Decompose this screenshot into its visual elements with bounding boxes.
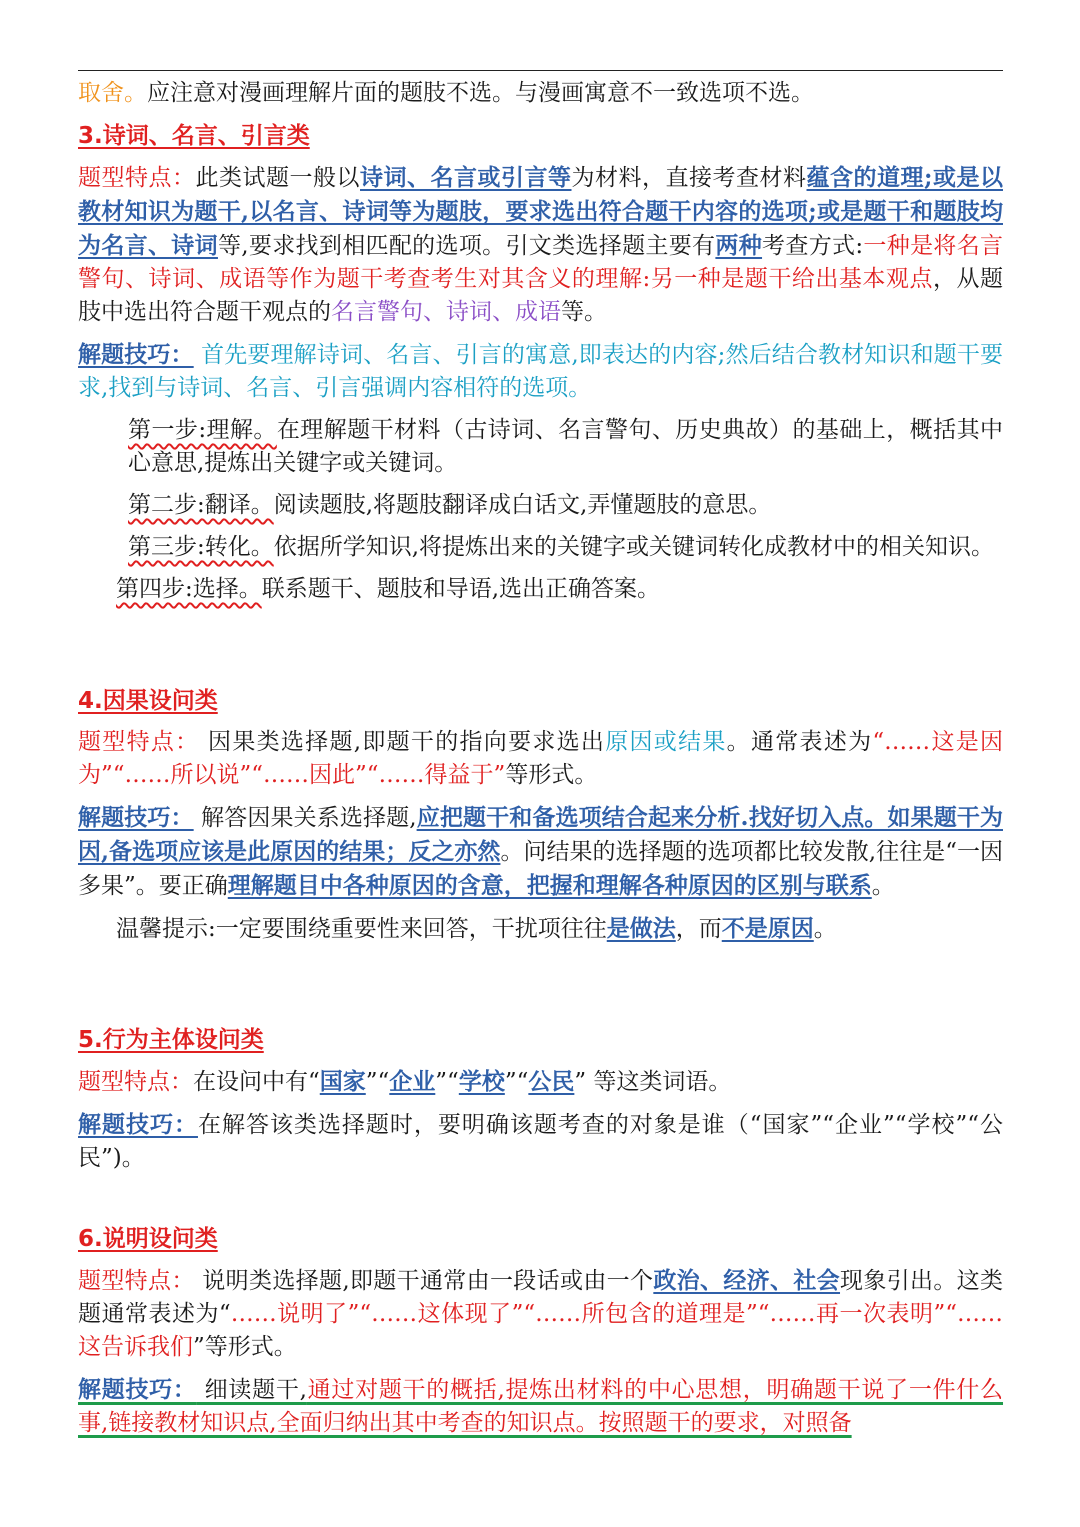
section-3-tips [78, 338, 1003, 405]
tips-label: 解题技巧： [78, 1111, 198, 1138]
features-cyan-text: 原因或结果 [605, 729, 727, 755]
section-3 [78, 120, 1003, 606]
features-text: 此类试题一般以 [195, 165, 360, 191]
features-highlight: 蕴含的道理;或是以教材知识为题干,以名言、诗词等为题肢，要求选出符合题干内容的选项;或是题干和题肢均为名言、诗词 [78, 164, 1003, 259]
step-4 [78, 573, 1003, 606]
tips-highlight: 应把题干和备选项结合起来分析.找好切入点。如果题干为因,备选项应该是此原因的结果；反之亦然 [78, 804, 1003, 865]
features-text: 在设问中有“ [193, 1069, 320, 1095]
features-label: 题型特点： [78, 1268, 195, 1294]
section-6 [78, 1223, 1003, 1440]
features-text: ” 等这类词语。 [574, 1069, 732, 1095]
section-6-title: 6.说明设问类 [78, 1226, 218, 1252]
step-label: 第一步:理解。 [128, 417, 277, 443]
features-purple-text: 名言警句、诗词、成语 [331, 299, 561, 325]
features-label: 题型特点： [78, 729, 200, 755]
section-3-title: 3.诗词、名言、引言类 [78, 123, 310, 149]
features-text: 等形式。 [505, 762, 598, 788]
section-5-features [78, 1065, 1003, 1099]
step-text: 联系题干、题肢和导语,选出正确答案。 [261, 576, 661, 602]
tips-highlight: 通过对题干的概括,提炼出材料的中心思想，明确题干说了一件什么事,链接教材知识点,全面归纳出其中考查的知识点。按照题干的要求，对照备 [78, 1377, 1004, 1436]
step-1 [78, 414, 1003, 480]
note-highlight: 不是原因 [721, 915, 814, 942]
features-red-text: 一种是将名言警句、诗词、成语等作为题干考查考生对其含义的理解:另一种是题干给出基本观点 [78, 233, 1004, 292]
step-text: 阅读题肢,将题肢翻译成白话文,弄懂题肢的意思。 [273, 492, 772, 518]
note-text: 。 [813, 916, 837, 942]
features-text: 为材料，直接考查材料 [571, 165, 807, 191]
features-highlight: 国家 [319, 1068, 366, 1095]
tips-text: 细读题干, [196, 1377, 307, 1403]
features-highlight: 学校 [458, 1068, 505, 1095]
features-red-text: ……说明了”“……这体现了”“……所包含的道理是”“……再一次表明”“……这告诉我们 [78, 1301, 1003, 1360]
section-4-note [78, 912, 1003, 946]
features-text: 。通常表述为 [726, 729, 873, 755]
step-label: 第四步:选择。 [116, 576, 262, 602]
features-text: 等。 [561, 299, 607, 325]
line0-lead: 取舍。 [78, 80, 147, 106]
features-highlight: 政治、经济、社会 [653, 1267, 841, 1294]
features-text: 因果类选择题,即题干的指向要求选出 [199, 729, 606, 755]
section-4 [78, 685, 1003, 946]
features-text: ”“ [435, 1069, 459, 1095]
step-2 [78, 489, 1003, 522]
tips-label: 解题技巧： [78, 341, 194, 368]
features-label: 题型特点： [78, 165, 196, 191]
note-text: 温馨提示:一定要围绕重要性来回答，干扰项往往 [116, 916, 607, 942]
features-text: 说明类选择题,即题干通常由一段话或由一个 [194, 1268, 654, 1294]
features-text: ”“ [365, 1069, 390, 1095]
tips-text: 。问结果的选择题的选项都比较发散,往往是“一因多果”。要正确 [78, 839, 1003, 899]
section-4-tips [78, 801, 1003, 903]
step-text: 依据所学知识,将提炼出来的关键字或关键词转化成教材中的相关知识。 [273, 534, 995, 560]
step-text: 在理解题干材料（古诗词、名言警句、历史典故）的基础上，概括其中心意思,提炼出关键字或关键词。 [128, 417, 1004, 476]
tips-text: 首先要理解诗词、名言、引言的寓意,即表达的内容;然后结合教材知识和题干要求,找到与诗词、名言、引言强调内容相符的选项。 [78, 342, 1003, 401]
features-highlight: 公民 [528, 1068, 575, 1095]
top-rule [78, 70, 1003, 71]
features-highlight: 诗词、名言或引言等 [360, 164, 572, 191]
note-highlight: 是做法 [606, 915, 676, 942]
section-3-features [78, 161, 1003, 329]
features-text: 等,要求找到相匹配的选项。引文类选择题主要有 [217, 233, 716, 259]
section-4-features [78, 726, 1003, 792]
tips-highlight: 理解题目中各种原因的含意，把握和理解各种原因的区别与联系 [227, 872, 872, 899]
step-label: 第三步:转化。 [128, 534, 274, 560]
section-6-features [78, 1264, 1003, 1364]
tips-label: 解题技巧： [78, 1376, 197, 1403]
features-text: ”“ [504, 1069, 529, 1095]
features-text: ，从题肢中选出符合题干观点的 [78, 266, 1004, 325]
section-5 [78, 1024, 1003, 1175]
tips-text: 解答因果关系选择题, [193, 805, 417, 831]
section-4-title: 4.因果设问类 [78, 688, 218, 714]
step-label: 第二步:翻译。 [128, 492, 274, 518]
features-label: 题型特点： [78, 1069, 193, 1095]
features-text: 考查方式: [762, 233, 864, 259]
tips-label: 解题技巧： [78, 804, 194, 831]
section-5-title: 5.行为主体设问类 [78, 1027, 264, 1053]
line0-text: 应注意对漫画理解片面的题肢不选。与漫画寓意不一致选项不选。 [147, 80, 814, 106]
note-text: ，而 [675, 916, 722, 942]
tips-text: 在解答该类选择题时，要明确该题考查的对象是谁（“国家”“企业”“学校”“公民”)。 [78, 1112, 1004, 1171]
features-text: 现象引出。这类题通常表述为“ [78, 1268, 1004, 1327]
section-5-tips [78, 1108, 1003, 1175]
features-highlight: 两种 [715, 232, 763, 259]
continued-line [78, 77, 1003, 110]
features-highlight: 企业 [389, 1068, 436, 1095]
tips-text: 。 [871, 873, 895, 899]
step-3 [78, 531, 1003, 564]
section-6-tips [78, 1373, 1003, 1440]
features-red-text: “……这是因为”“……所以说”“……因此”“……得益于” [78, 729, 1004, 788]
features-text: ”等形式。 [193, 1334, 297, 1360]
